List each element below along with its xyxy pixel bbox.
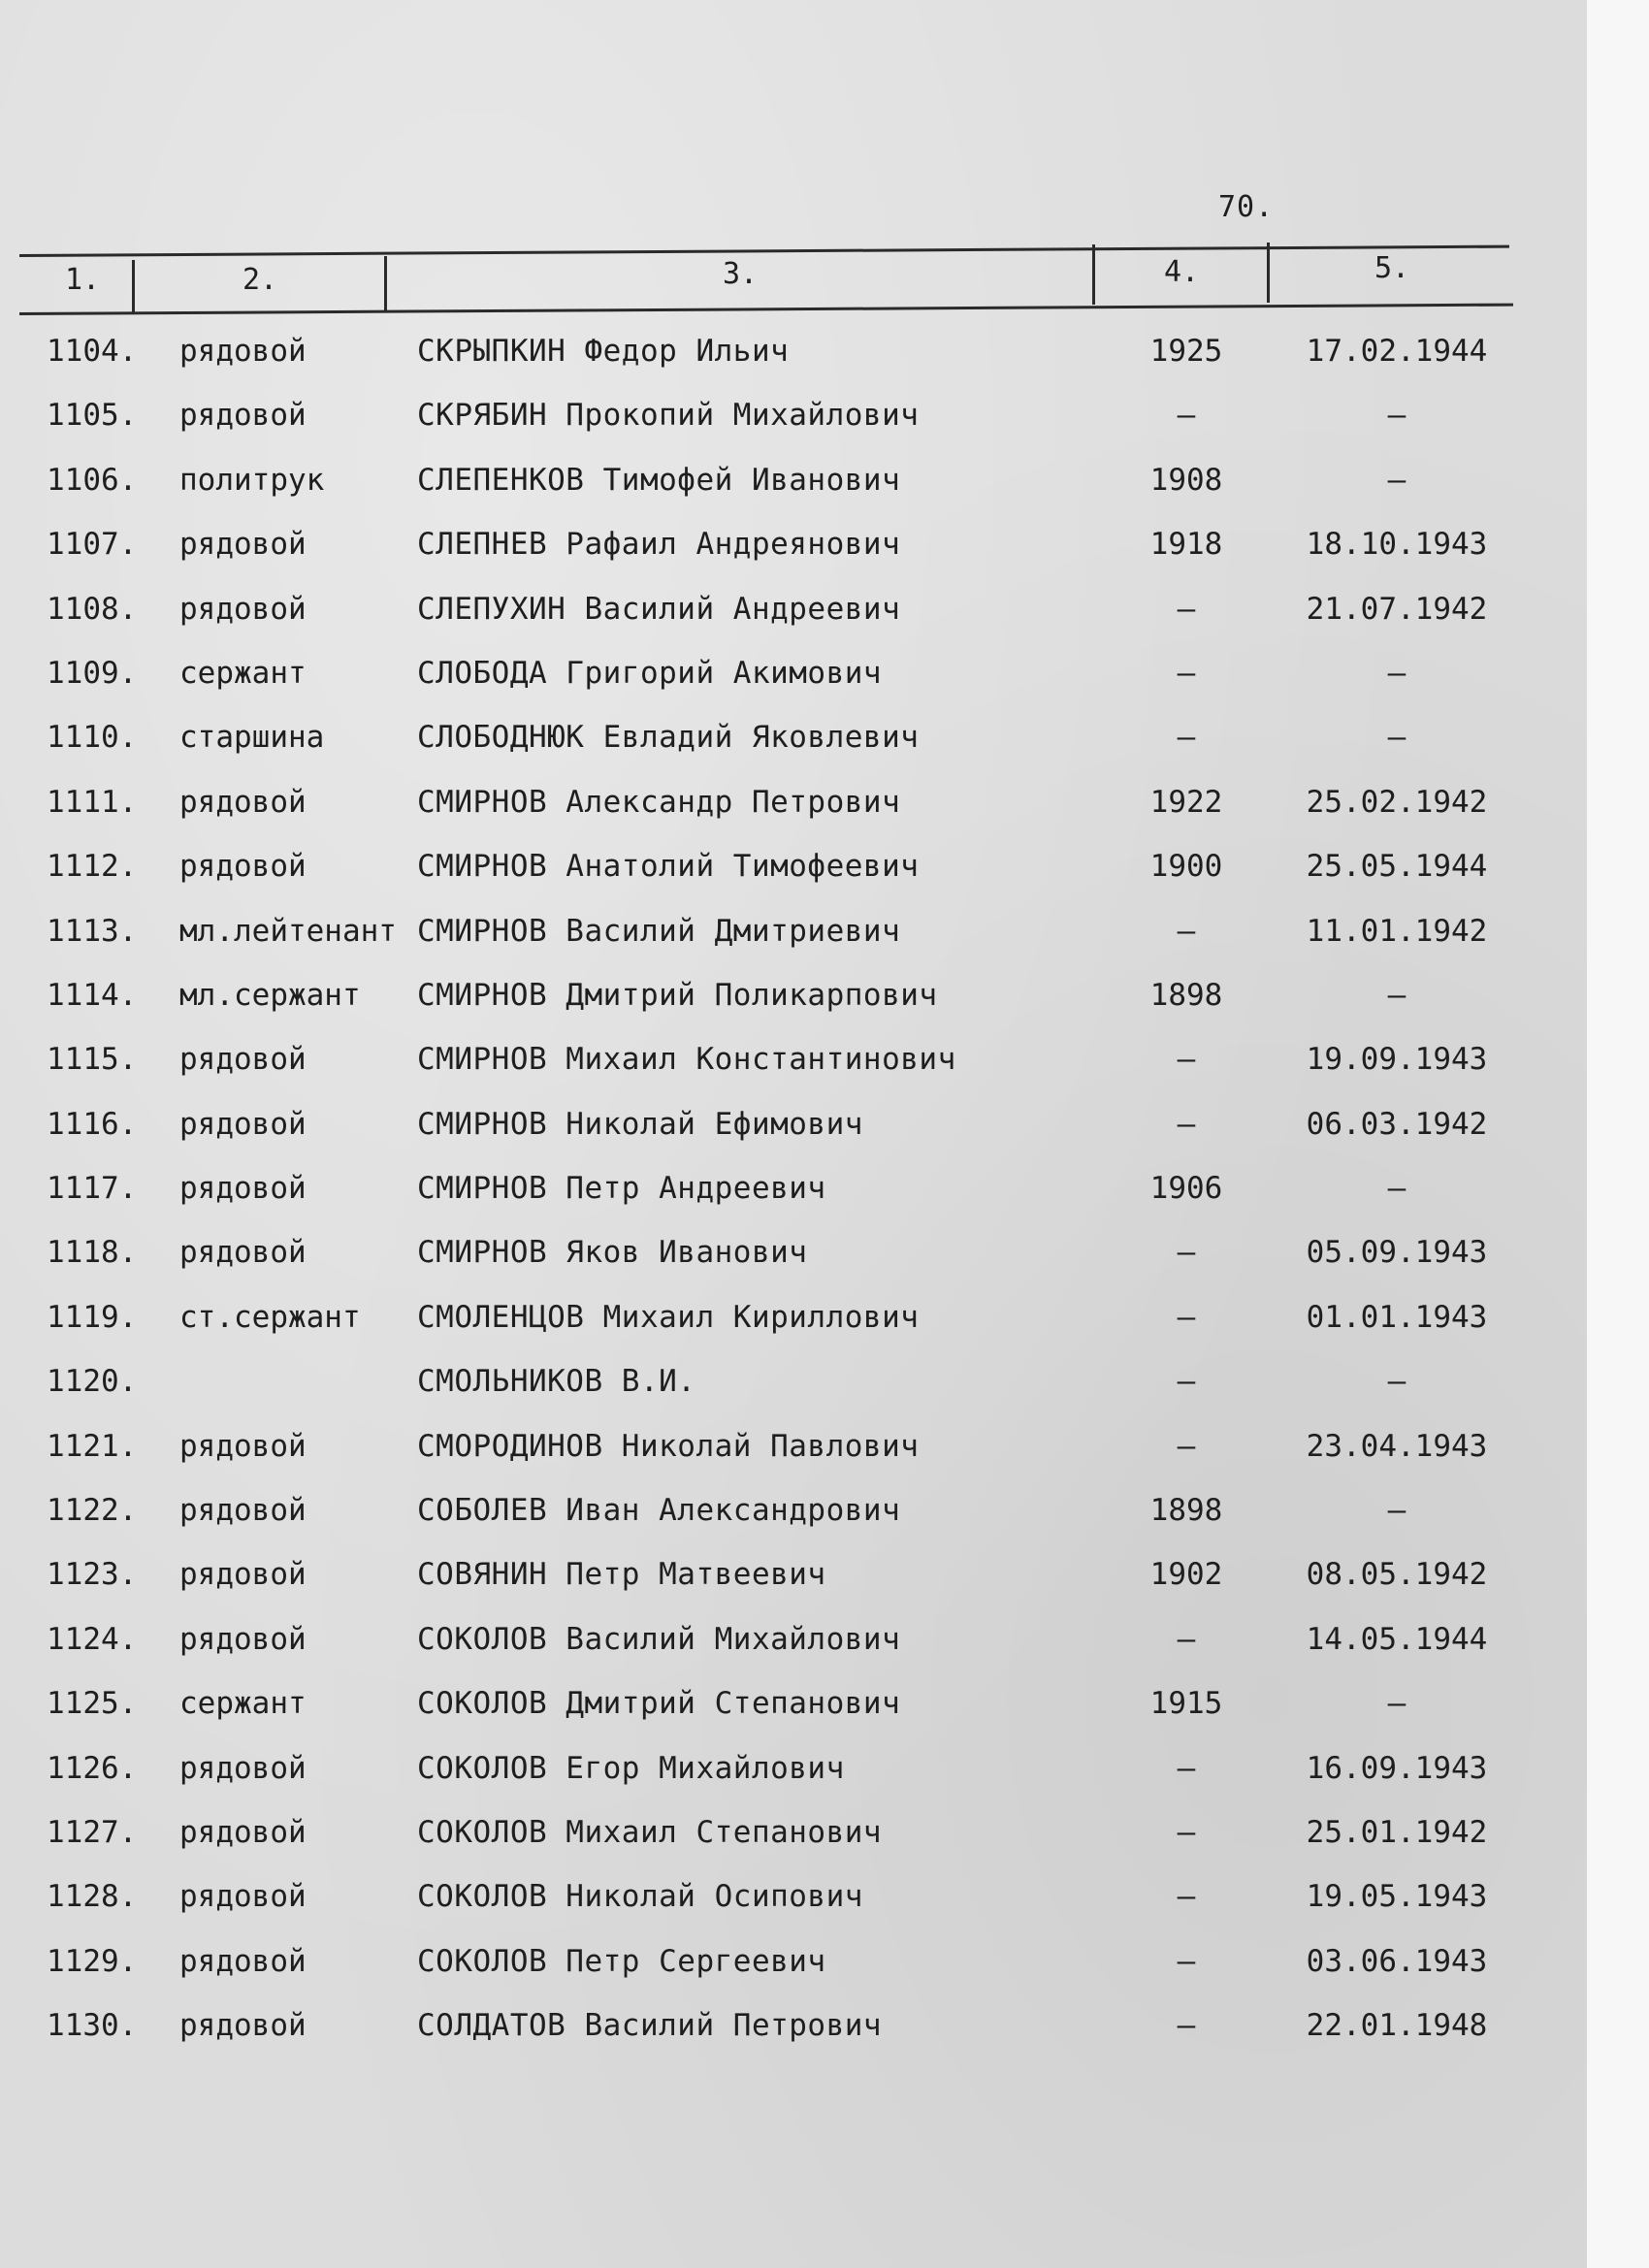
row-rank: рядовой (179, 1493, 307, 1529)
row-birth-year: – (1177, 1428, 1196, 1464)
list-item (39, 642, 1552, 706)
row-birth-year: – (1177, 1299, 1196, 1335)
row-name: СОКОЛОВ Егор Михайлович (417, 1750, 845, 1786)
page-number: 70. (1218, 190, 1275, 224)
row-name: СОБОЛЕВ Иван Александрович (417, 1493, 901, 1529)
row-number: 1115. (47, 1042, 138, 1078)
header-col-1: 1. (64, 262, 101, 297)
list-item (39, 449, 1552, 513)
row-number: 1116. (47, 1106, 138, 1142)
row-number: 1118. (47, 1235, 138, 1271)
row-rank: рядовой (179, 1171, 307, 1207)
row-birth-year: 1902 (1149, 1557, 1223, 1593)
row-rank: рядовой (179, 1943, 307, 1979)
row-number: 1109. (47, 655, 138, 691)
row-date: – (1387, 1686, 1406, 1722)
row-date: – (1387, 655, 1406, 691)
row-number: 1110. (47, 720, 138, 756)
row-name: СОКОЛОВ Петр Сергеевич (417, 1943, 826, 1979)
row-rank: рядовой (179, 1750, 307, 1786)
row-birth-year: – (1177, 1750, 1196, 1786)
list-item (39, 835, 1552, 899)
row-date: 01.01.1943 (1306, 1299, 1488, 1335)
row-name: СКРЫПКИН Федор Ильич (417, 334, 790, 369)
header-col-2: 2. (242, 262, 278, 297)
row-rank: рядовой (179, 1814, 307, 1850)
row-birth-year: – (1177, 398, 1196, 434)
row-name: СМИРНОВ Петр Андреевич (417, 1171, 826, 1207)
row-date: 06.03.1942 (1306, 1106, 1488, 1142)
row-name: СМИРНОВ Михаил Константинович (417, 1042, 956, 1078)
list-item (39, 1157, 1552, 1221)
row-name: СМИРНОВ Николай Ефимович (417, 1106, 863, 1142)
row-name: СОЛДАТОВ Василий Петрович (417, 2008, 883, 2044)
row-rank: политрук (179, 462, 325, 498)
list-item (39, 1608, 1552, 1672)
row-rank: рядовой (179, 2008, 307, 2044)
row-birth-year: – (1177, 913, 1196, 949)
row-rank: рядовой (179, 1235, 307, 1271)
row-date: 16.09.1943 (1306, 1750, 1488, 1786)
list-item (39, 1479, 1552, 1543)
row-date: 18.10.1943 (1306, 527, 1488, 563)
row-birth-year: 1906 (1149, 1171, 1223, 1207)
row-name: СЛЕПЕНКОВ Тимофей Иванович (417, 462, 901, 498)
list-item (39, 1994, 1552, 2058)
records-list (39, 320, 1552, 2059)
row-date: 21.07.1942 (1306, 591, 1488, 627)
row-name: СОВЯНИН Петр Матвеевич (417, 1557, 826, 1593)
row-number: 1105. (47, 398, 138, 434)
row-date: 08.05.1942 (1306, 1557, 1488, 1593)
row-birth-year: 1915 (1149, 1686, 1223, 1722)
row-number: 1114. (47, 977, 138, 1013)
row-number: 1129. (47, 1943, 138, 1979)
row-date: – (1387, 462, 1406, 498)
row-rank: рядовой (179, 1106, 307, 1142)
row-date: 22.01.1948 (1306, 2008, 1488, 2044)
row-name: СОКОЛОВ Михаил Степанович (417, 1814, 883, 1850)
row-number: 1120. (47, 1364, 138, 1400)
row-rank: рядовой (179, 1428, 307, 1464)
row-number: 1108. (47, 591, 138, 627)
row-number: 1126. (47, 1750, 138, 1786)
row-number: 1117. (47, 1171, 138, 1207)
header-divider-1 (132, 260, 135, 314)
row-number: 1124. (47, 1621, 138, 1657)
row-rank: мл.сержант (179, 977, 361, 1013)
row-number: 1122. (47, 1493, 138, 1529)
list-item (39, 320, 1552, 384)
row-number: 1130. (47, 2008, 138, 2044)
row-name: СКРЯБИН Прокопий Михайлович (417, 398, 920, 434)
row-date: 11.01.1942 (1306, 913, 1488, 949)
row-birth-year: – (1177, 1814, 1196, 1850)
row-rank: рядовой (179, 334, 307, 369)
row-name: СОКОЛОВ Дмитрий Степанович (417, 1686, 901, 1722)
list-item (39, 1865, 1552, 1929)
row-name: СЛОБОДА Григорий Акимович (417, 655, 883, 691)
row-date: – (1387, 1364, 1406, 1400)
row-rank: мл.лейтенант (179, 913, 397, 949)
row-number: 1128. (47, 1879, 138, 1915)
row-rank: рядовой (179, 591, 307, 627)
row-number: 1107. (47, 527, 138, 563)
row-birth-year: – (1177, 655, 1196, 691)
row-birth-year: 1900 (1149, 849, 1223, 885)
row-rank: рядовой (179, 1557, 307, 1593)
list-item (39, 384, 1552, 448)
row-rank: ст.сержант (179, 1299, 361, 1335)
row-number: 1123. (47, 1557, 138, 1593)
row-date: 19.09.1943 (1306, 1042, 1488, 1078)
list-item (39, 513, 1552, 577)
header-divider-3 (1092, 244, 1095, 305)
row-name: СМОРОДИНОВ Николай Павлович (417, 1428, 920, 1464)
row-date: 14.05.1944 (1306, 1621, 1488, 1657)
list-item (39, 706, 1552, 770)
row-number: 1113. (47, 913, 138, 949)
row-date: 17.02.1944 (1306, 334, 1488, 369)
header-col-4: 4. (1163, 254, 1200, 289)
scan-margin (1587, 0, 1649, 2268)
row-date: 25.02.1942 (1306, 784, 1488, 820)
row-birth-year: – (1177, 1879, 1196, 1915)
row-rank: рядовой (179, 784, 307, 820)
row-birth-year: 1898 (1149, 977, 1223, 1013)
row-number: 1121. (47, 1428, 138, 1464)
row-rank: рядовой (179, 398, 307, 434)
row-birth-year: – (1177, 1621, 1196, 1657)
list-item (39, 1930, 1552, 1994)
list-item (39, 1028, 1552, 1092)
row-rank: рядовой (179, 849, 307, 885)
row-number: 1106. (47, 462, 138, 498)
row-number: 1111. (47, 784, 138, 820)
list-item (39, 771, 1552, 835)
row-date: 05.09.1943 (1306, 1235, 1488, 1271)
row-date: – (1387, 1171, 1406, 1207)
row-number: 1112. (47, 849, 138, 885)
row-birth-year: – (1177, 1042, 1196, 1078)
row-date: 23.04.1943 (1306, 1428, 1488, 1464)
row-date: 03.06.1943 (1306, 1943, 1488, 1979)
row-birth-year: 1922 (1149, 784, 1223, 820)
list-item (39, 1543, 1552, 1607)
row-rank: рядовой (179, 1042, 307, 1078)
list-item (39, 900, 1552, 964)
row-name: СЛОБОДНЮК Евладий Яковлевич (417, 720, 920, 756)
row-name: СОКОЛОВ Василий Михайлович (417, 1621, 901, 1657)
header-col-3: 3. (722, 256, 759, 291)
list-item (39, 964, 1552, 1028)
row-birth-year: 1898 (1149, 1493, 1223, 1529)
row-date: – (1387, 977, 1406, 1013)
row-rank: рядовой (179, 527, 307, 563)
row-date: – (1387, 1493, 1406, 1529)
row-birth-year: 1908 (1149, 462, 1223, 498)
row-name: СЛЕПУХИН Василий Андреевич (417, 591, 901, 627)
row-birth-year: – (1177, 1943, 1196, 1979)
row-birth-year: – (1177, 591, 1196, 627)
row-date: 25.01.1942 (1306, 1814, 1488, 1850)
list-item (39, 1093, 1552, 1157)
row-rank: старшина (179, 720, 325, 756)
header-divider-4 (1267, 243, 1270, 303)
row-number: 1125. (47, 1686, 138, 1722)
row-name: СМИРНОВ Василий Дмитриевич (417, 913, 901, 949)
list-item (39, 1737, 1552, 1801)
row-birth-year: – (1177, 1364, 1196, 1400)
list-item (39, 1350, 1552, 1414)
list-item (39, 1286, 1552, 1350)
row-name: СМОЛЬНИКОВ В.И. (417, 1364, 696, 1400)
row-number: 1127. (47, 1814, 138, 1850)
row-name: СМОЛЕНЦОВ Михаил Кириллович (417, 1299, 920, 1335)
row-rank: рядовой (179, 1879, 307, 1915)
list-item (39, 1672, 1552, 1736)
row-rank: сержант (179, 1686, 307, 1722)
row-name: СЛЕПНЕВ Рафаил Андреянович (417, 527, 901, 563)
row-number: 1104. (47, 334, 138, 369)
row-number: 1119. (47, 1299, 138, 1335)
row-name: СМИРНОВ Анатолий Тимофеевич (417, 849, 920, 885)
row-rank: рядовой (179, 1621, 307, 1657)
row-name: СМИРНОВ Яков Иванович (417, 1235, 808, 1271)
row-name: СМИРНОВ Дмитрий Поликарпович (417, 977, 938, 1013)
row-rank: сержант (179, 655, 307, 691)
row-date: – (1387, 398, 1406, 434)
row-date: 19.05.1943 (1306, 1879, 1488, 1915)
row-name: СОКОЛОВ Николай Осипович (417, 1879, 863, 1915)
list-item (39, 1801, 1552, 1865)
row-birth-year: – (1177, 1235, 1196, 1271)
row-name: СМИРНОВ Александр Петрович (417, 784, 901, 820)
list-item (39, 1415, 1552, 1479)
row-date: 25.05.1944 (1306, 849, 1488, 885)
row-date: – (1387, 720, 1406, 756)
header-divider-2 (384, 256, 387, 312)
row-birth-year: 1918 (1149, 527, 1223, 563)
list-item (39, 578, 1552, 642)
row-birth-year: – (1177, 720, 1196, 756)
row-birth-year: – (1177, 1106, 1196, 1142)
row-birth-year: – (1177, 2008, 1196, 2044)
header-col-5: 5. (1374, 250, 1410, 285)
row-birth-year: 1925 (1149, 334, 1223, 369)
list-item (39, 1221, 1552, 1285)
